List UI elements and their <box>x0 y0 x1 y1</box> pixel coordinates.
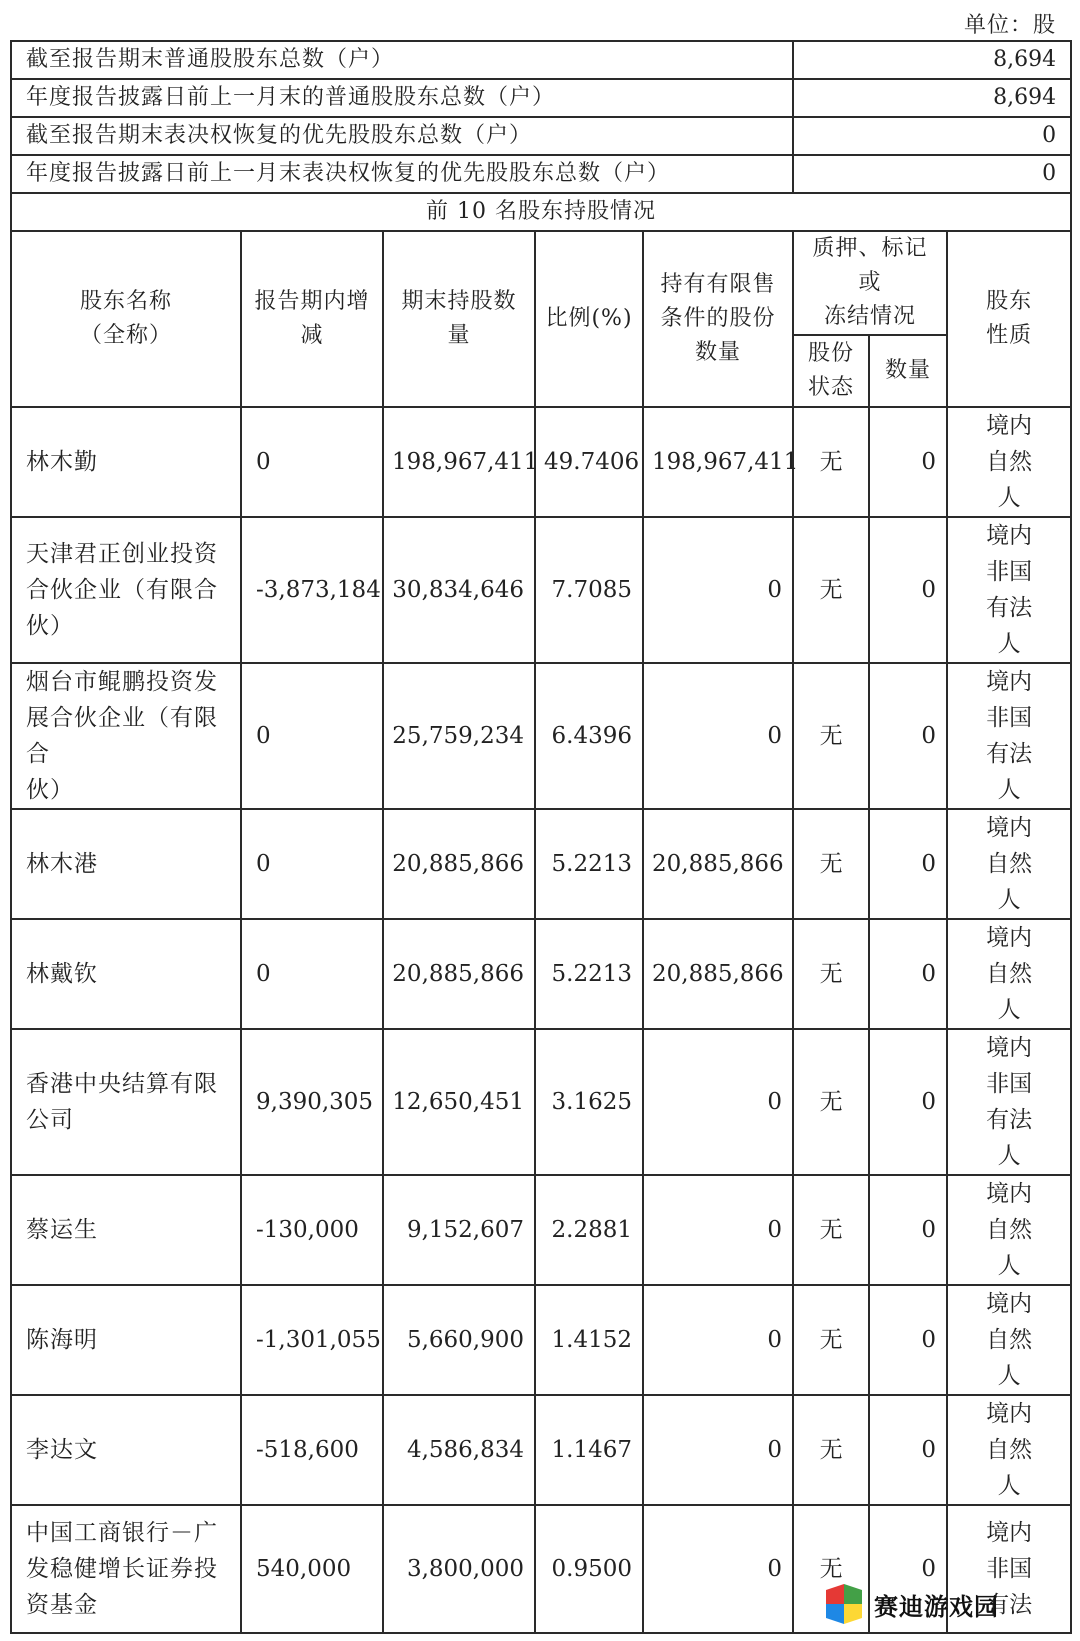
table-row <box>11 1285 1071 1395</box>
shareholder-name <box>11 1175 241 1285</box>
nature-line: 境内 <box>986 669 1033 695</box>
shareholder-name <box>11 1285 241 1395</box>
shareholder-name-line: 林戴钦 <box>26 961 98 987</box>
nature-line: 境内 <box>986 413 1033 439</box>
nature-line: 人 <box>997 1143 1021 1169</box>
summary-label: 截至报告期末普通股股东总数（户） <box>11 41 793 79</box>
shareholder-name <box>11 1029 241 1175</box>
restricted-cell: 0 <box>643 1285 793 1395</box>
summary-label: 年度报告披露日前上一月末的普通股股东总数（户） <box>11 79 793 117</box>
shareholder-name-line: 资基金 <box>26 1592 98 1618</box>
header-pledge-qty: 数量 <box>869 335 947 407</box>
pledged-qty-cell: 0 <box>869 517 947 663</box>
nature-line: 境内 <box>986 1291 1033 1317</box>
nature-line: 自然 <box>986 961 1033 987</box>
shareholder-name-line: 伙） <box>26 777 74 803</box>
summary-row <box>11 117 1071 155</box>
status-cell: 无 <box>793 1395 869 1505</box>
shares-cell: 4,586,834 <box>383 1395 535 1505</box>
header-shares <box>383 231 535 407</box>
table-row <box>11 663 1071 809</box>
restricted-cell: 0 <box>643 1175 793 1285</box>
unit-label: 单位：股 <box>963 13 1056 38</box>
table-row <box>11 809 1071 919</box>
nature-line: 境内 <box>986 815 1033 841</box>
shareholder-name-line: 陈海明 <box>26 1327 98 1353</box>
shares-cell: 20,885,866 <box>383 809 535 919</box>
nature-line: 非国 <box>986 705 1033 731</box>
header-name-line2: （全称） <box>79 323 172 348</box>
ratio-cell: 49.7406 <box>535 407 643 517</box>
change-cell: -1,301,055 <box>241 1285 383 1395</box>
ratio-cell: 2.2881 <box>535 1175 643 1285</box>
change-cell: 0 <box>241 919 383 1029</box>
nature-cell <box>947 663 1071 809</box>
nature-cell <box>947 809 1071 919</box>
status-cell: 无 <box>793 663 869 809</box>
header-ratio: 比例(%) <box>535 231 643 407</box>
nature-line: 有法 <box>986 1592 1033 1618</box>
pledged-qty-cell: 0 <box>869 1285 947 1395</box>
status-cell: 无 <box>793 407 869 517</box>
shares-cell: 12,650,451 <box>383 1029 535 1175</box>
pledged-qty-cell: 0 <box>869 1505 947 1633</box>
nature-cell <box>947 1395 1071 1505</box>
shares-cell: 3,800,000 <box>383 1505 535 1633</box>
header-name-line1: 股东名称 <box>79 289 172 314</box>
shares-cell: 20,885,866 <box>383 919 535 1029</box>
table-row <box>11 517 1071 663</box>
header-pledge-line1: 质押、标记或 <box>812 236 928 295</box>
change-cell: -518,600 <box>241 1395 383 1505</box>
header-status-line2: 状态 <box>808 375 855 400</box>
change-cell: -130,000 <box>241 1175 383 1285</box>
change-cell: 0 <box>241 663 383 809</box>
nature-line: 境内 <box>986 1520 1033 1546</box>
shareholder-name <box>11 1505 241 1633</box>
pledged-qty-cell: 0 <box>869 919 947 1029</box>
shareholder-name-line: 中国工商银行－广 <box>26 1520 218 1546</box>
shareholder-name <box>11 407 241 517</box>
nature-line: 境内 <box>986 1035 1033 1061</box>
shares-cell: 9,152,607 <box>383 1175 535 1285</box>
header-change-line2: 减 <box>300 323 324 348</box>
shareholder-name-line: 公司 <box>26 1107 74 1133</box>
pledged-qty-cell: 0 <box>869 1395 947 1505</box>
table-row <box>11 407 1071 517</box>
restricted-cell: 0 <box>643 1505 793 1633</box>
section-title: 前 10 名股东持股情况 <box>11 193 1071 231</box>
pledged-qty-cell: 0 <box>869 407 947 517</box>
nature-line: 人 <box>997 997 1021 1023</box>
nature-line: 自然 <box>986 1327 1033 1353</box>
shares-cell: 25,759,234 <box>383 663 535 809</box>
summary-row <box>11 41 1071 79</box>
change-cell: 0 <box>241 407 383 517</box>
nature-cell <box>947 1029 1071 1175</box>
status-cell: 无 <box>793 919 869 1029</box>
status-cell: 无 <box>793 517 869 663</box>
shareholder-name-line: 林木勤 <box>26 449 98 475</box>
header-pledge <box>793 231 947 335</box>
pledged-qty-cell: 0 <box>869 1175 947 1285</box>
shareholder-name-line: 合伙企业（有限合 <box>26 577 218 603</box>
nature-line: 人 <box>997 887 1021 913</box>
ratio-cell: 7.7085 <box>535 517 643 663</box>
nature-line: 非国 <box>986 1556 1033 1582</box>
nature-cell <box>947 1175 1071 1285</box>
nature-line: 人 <box>997 485 1021 511</box>
summary-value: 0 <box>793 155 1071 193</box>
watermark-text: 赛迪游戏园 <box>874 1592 999 1621</box>
shareholder-name <box>11 663 241 809</box>
summary-row <box>11 155 1071 193</box>
nature-cell <box>947 407 1071 517</box>
change-cell: -3,873,184 <box>241 517 383 663</box>
nature-line: 人 <box>997 1473 1021 1499</box>
nature-line: 有法 <box>986 1107 1033 1133</box>
ratio-cell: 1.4152 <box>535 1285 643 1395</box>
summary-value: 8,694 <box>793 79 1071 117</box>
restricted-cell: 198,967,411 <box>643 407 793 517</box>
ratio-cell: 0.9500 <box>535 1505 643 1633</box>
nature-cell <box>947 919 1071 1029</box>
watermark <box>822 1575 1062 1633</box>
nature-line: 境内 <box>986 1401 1033 1427</box>
section-title-row <box>11 193 1071 231</box>
shareholder-name <box>11 809 241 919</box>
ratio-cell: 5.2213 <box>535 809 643 919</box>
summary-value: 8,694 <box>793 41 1071 79</box>
shareholder-name-line: 香港中央结算有限 <box>26 1071 218 1097</box>
header-shares-line1: 期末持股数 <box>401 289 517 314</box>
ratio-cell: 3.1625 <box>535 1029 643 1175</box>
nature-line: 人 <box>997 631 1021 657</box>
header-pledge-line2: 冻结情况 <box>824 304 917 329</box>
nature-line: 人 <box>997 777 1021 803</box>
shareholder-name-line: 展合伙企业（有限合 <box>26 705 218 767</box>
shareholder-name <box>11 919 241 1029</box>
shareholder-name-line: 蔡运生 <box>26 1217 98 1243</box>
nature-line: 非国 <box>986 559 1033 585</box>
status-cell: 无 <box>793 1285 869 1395</box>
ratio-cell: 5.2213 <box>535 919 643 1029</box>
nature-cell <box>947 1285 1071 1395</box>
restricted-cell: 0 <box>643 1029 793 1175</box>
header-change-line1: 报告期内增 <box>254 289 370 314</box>
restricted-cell: 20,885,866 <box>643 919 793 1029</box>
pledged-qty-cell: 0 <box>869 809 947 919</box>
table-row <box>11 1175 1071 1285</box>
shareholder-name <box>11 1395 241 1505</box>
table-row <box>11 1029 1071 1175</box>
header-status-line1: 股份 <box>808 341 855 366</box>
status-cell: 无 <box>793 809 869 919</box>
header-change <box>241 231 383 407</box>
header-restricted <box>643 231 793 407</box>
header-restricted-line1: 持有有限售 <box>660 272 776 297</box>
summary-label: 年度报告披露日前上一月末表决权恢复的优先股股东总数（户） <box>11 155 793 193</box>
shareholder-name <box>11 517 241 663</box>
nature-line: 自然 <box>986 1217 1033 1243</box>
header-restricted-line2: 条件的股份 <box>660 306 776 331</box>
change-cell: 540,000 <box>241 1505 383 1633</box>
restricted-cell: 0 <box>643 663 793 809</box>
pledged-qty-cell: 0 <box>869 663 947 809</box>
shares-cell: 5,660,900 <box>383 1285 535 1395</box>
table-row <box>11 1395 1071 1505</box>
header-status <box>793 335 869 407</box>
restricted-cell: 0 <box>643 517 793 663</box>
restricted-cell: 0 <box>643 1395 793 1505</box>
nature-line: 自然 <box>986 851 1033 877</box>
shareholder-name-line: 天津君正创业投资 <box>26 541 218 567</box>
change-cell: 9,390,305 <box>241 1029 383 1175</box>
summary-label: 截至报告期末表决权恢复的优先股股东总数（户） <box>11 117 793 155</box>
header-nature-line2: 性质 <box>986 323 1033 348</box>
nature-cell <box>947 517 1071 663</box>
nature-line: 非国 <box>986 1071 1033 1097</box>
table-row <box>11 919 1071 1029</box>
header-row <box>11 231 1071 335</box>
shareholder-name-line: 伙） <box>26 613 74 639</box>
summary-value: 0 <box>793 117 1071 155</box>
nature-line: 人 <box>997 1363 1021 1389</box>
header-restricted-line3: 数量 <box>695 340 742 365</box>
shareholder-name-line: 发稳健增长证券投 <box>26 1556 218 1582</box>
status-cell: 无 <box>793 1175 869 1285</box>
status-cell: 无 <box>793 1029 869 1175</box>
status-cell: 无 <box>793 1505 869 1633</box>
header-shares-line2: 量 <box>447 323 471 348</box>
shareholder-name-line: 李达文 <box>26 1437 98 1463</box>
nature-line: 境内 <box>986 523 1033 549</box>
change-cell: 0 <box>241 809 383 919</box>
shareholder-name-line: 烟台市鲲鹏投资发 <box>26 669 218 695</box>
ratio-cell: 6.4396 <box>535 663 643 809</box>
header-nature <box>947 231 1071 407</box>
nature-line: 有法 <box>986 595 1033 621</box>
watermark-logo-icon <box>822 1582 866 1626</box>
nature-line: 境内 <box>986 925 1033 951</box>
shareholder-name-line: 林木港 <box>26 851 98 877</box>
nature-line: 有法 <box>986 741 1033 767</box>
shares-cell: 30,834,646 <box>383 517 535 663</box>
nature-line: 人 <box>997 1253 1021 1279</box>
shareholder-table <box>10 40 1072 1634</box>
ratio-cell: 1.1467 <box>535 1395 643 1505</box>
restricted-cell: 20,885,866 <box>643 809 793 919</box>
summary-row <box>11 79 1071 117</box>
nature-line: 自然 <box>986 1437 1033 1463</box>
pledged-qty-cell: 0 <box>869 1029 947 1175</box>
nature-line: 自然 <box>986 449 1033 475</box>
header-nature-line1: 股东 <box>986 289 1033 314</box>
shares-cell: 198,967,411 <box>383 407 535 517</box>
header-name <box>11 231 241 407</box>
nature-line: 境内 <box>986 1181 1033 1207</box>
